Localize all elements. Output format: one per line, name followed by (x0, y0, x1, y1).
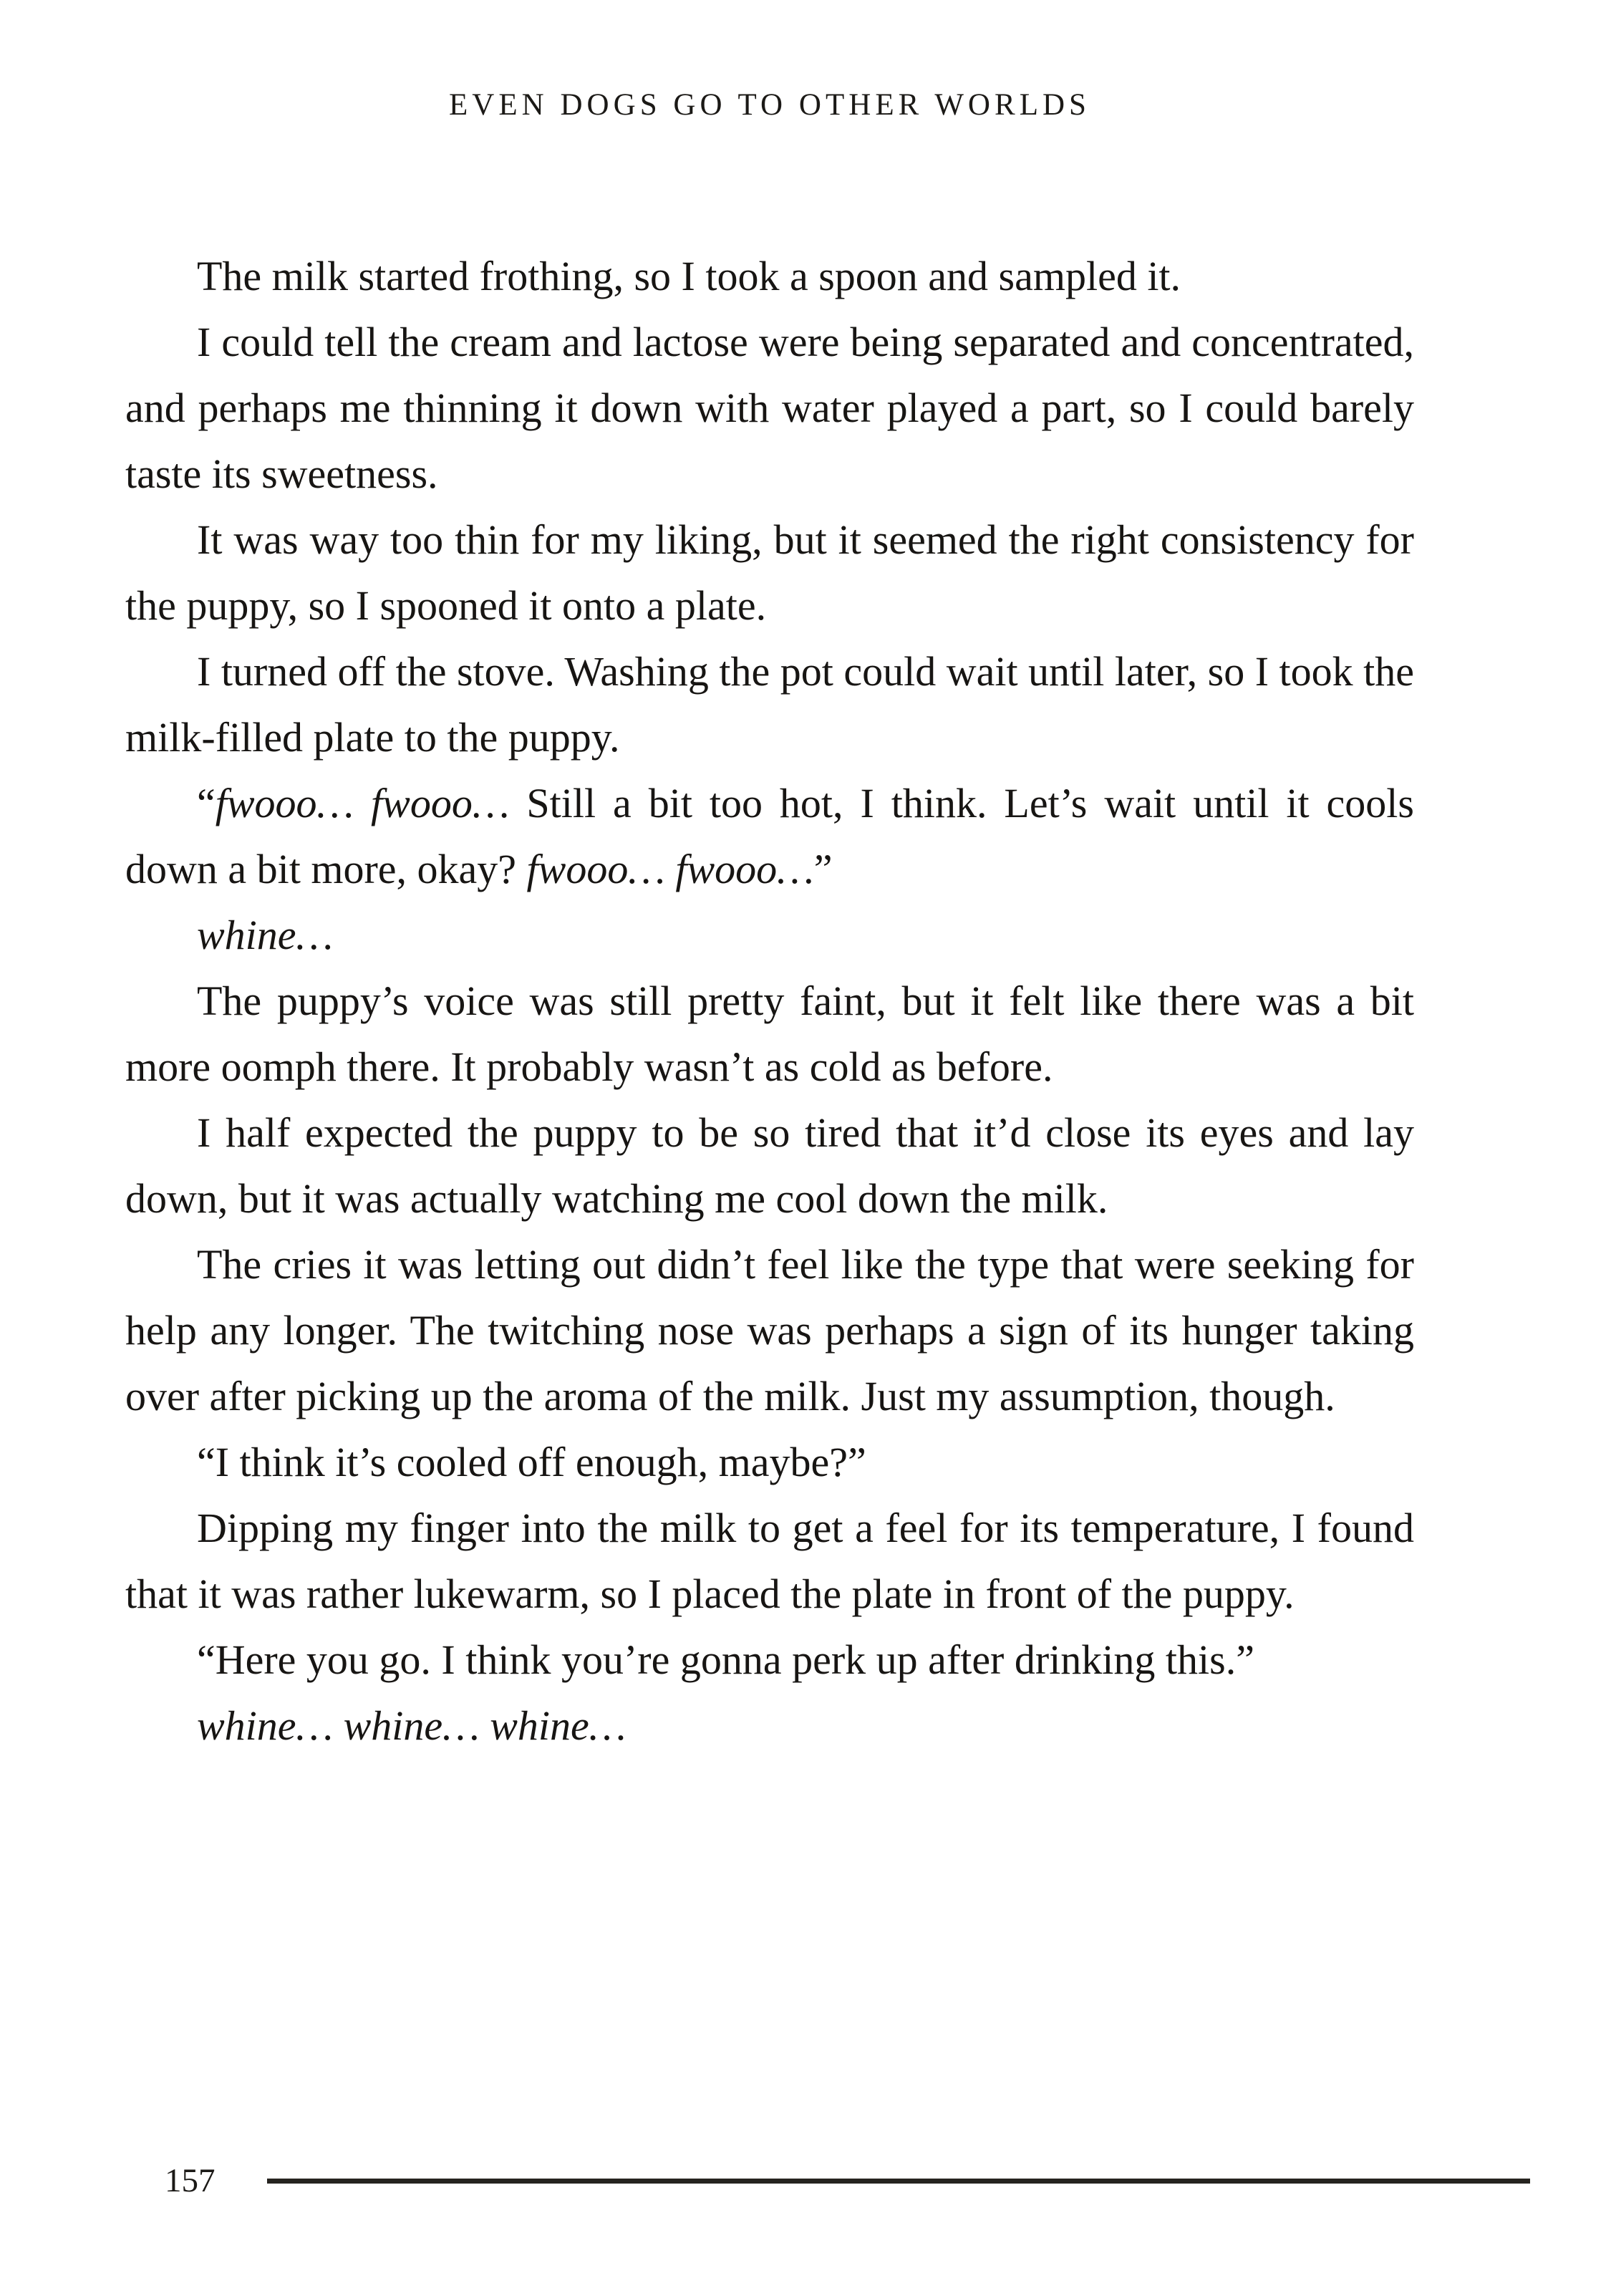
text-block (125, 243, 1414, 1759)
text-segment: Dipping my finger into the milk to get a feel for its temperature, I found that it was rather lukewarm, so I placed the plate in front of the puppy. (125, 1505, 1414, 1617)
text-segment: “I think it’s cooled off enough, maybe?” (197, 1439, 866, 1485)
page-number: 157 (165, 2162, 216, 2199)
text-segment: Still a bit too hot, I think. Let’s wait until it cools down a bit more, okay? (125, 780, 1414, 892)
paragraph (125, 639, 1414, 771)
running-header: EVEN DOGS GO TO OTHER WORLDS (449, 88, 1090, 122)
paragraph (125, 1627, 1414, 1693)
text-segment: I could tell the cream and lactose were being separated and concentrated, and perhaps me thinning it down with water played a part, so I could barely taste its sweetness. (125, 319, 1414, 497)
paragraph (125, 507, 1414, 639)
paragraph (125, 771, 1414, 902)
italic-text-segment: whine… (197, 912, 334, 958)
page-footer (165, 2148, 1530, 2213)
text-segment: I half expected the puppy to be so tired that it’d close its eyes and lay down, but it was actually watching me cool down the milk. (125, 1109, 1414, 1222)
paragraph (125, 243, 1414, 309)
text-segment: The milk started frothing, so I took a spoon and sampled it. (197, 253, 1181, 299)
paragraph (125, 1232, 1414, 1429)
text-segment: The puppy’s voice was still pretty faint, but it felt like there was a bit more oomph there. It probably wasn’t as cold as before. (125, 978, 1414, 1090)
paragraph (125, 968, 1414, 1100)
footer-rule (267, 2179, 1531, 2184)
italic-text-segment: fwooo… fwooo… (526, 846, 814, 892)
text-segment: “Here you go. I think you’re gonna perk up after drinking this.” (197, 1636, 1254, 1683)
text-segment: ” (813, 846, 833, 892)
paragraph (125, 1429, 1414, 1495)
italic-text-segment: fwooo… fwooo… (215, 780, 510, 826)
paragraph (125, 1495, 1414, 1627)
text-segment: I turned off the stove. Washing the pot could wait until later, so I took the milk-filled plate to the puppy. (125, 648, 1414, 761)
text-segment: The cries it was letting out didn’t feel like the type that were seeking for help any longer. The twitching nose was perhaps a sign of its hunger taking over after picking up the aroma of the milk. Just my assumption, though. (125, 1241, 1414, 1419)
paragraph (125, 1100, 1414, 1232)
italic-text-segment: whine… whine… whine… (197, 1702, 626, 1749)
paragraph (125, 1693, 1414, 1759)
text-segment: It was way too thin for my liking, but it seemed the right consistency for the puppy, so I spooned it onto a plate. (125, 516, 1414, 629)
text-segment: “ (197, 780, 216, 826)
paragraph (125, 309, 1414, 507)
paragraph (125, 902, 1414, 968)
